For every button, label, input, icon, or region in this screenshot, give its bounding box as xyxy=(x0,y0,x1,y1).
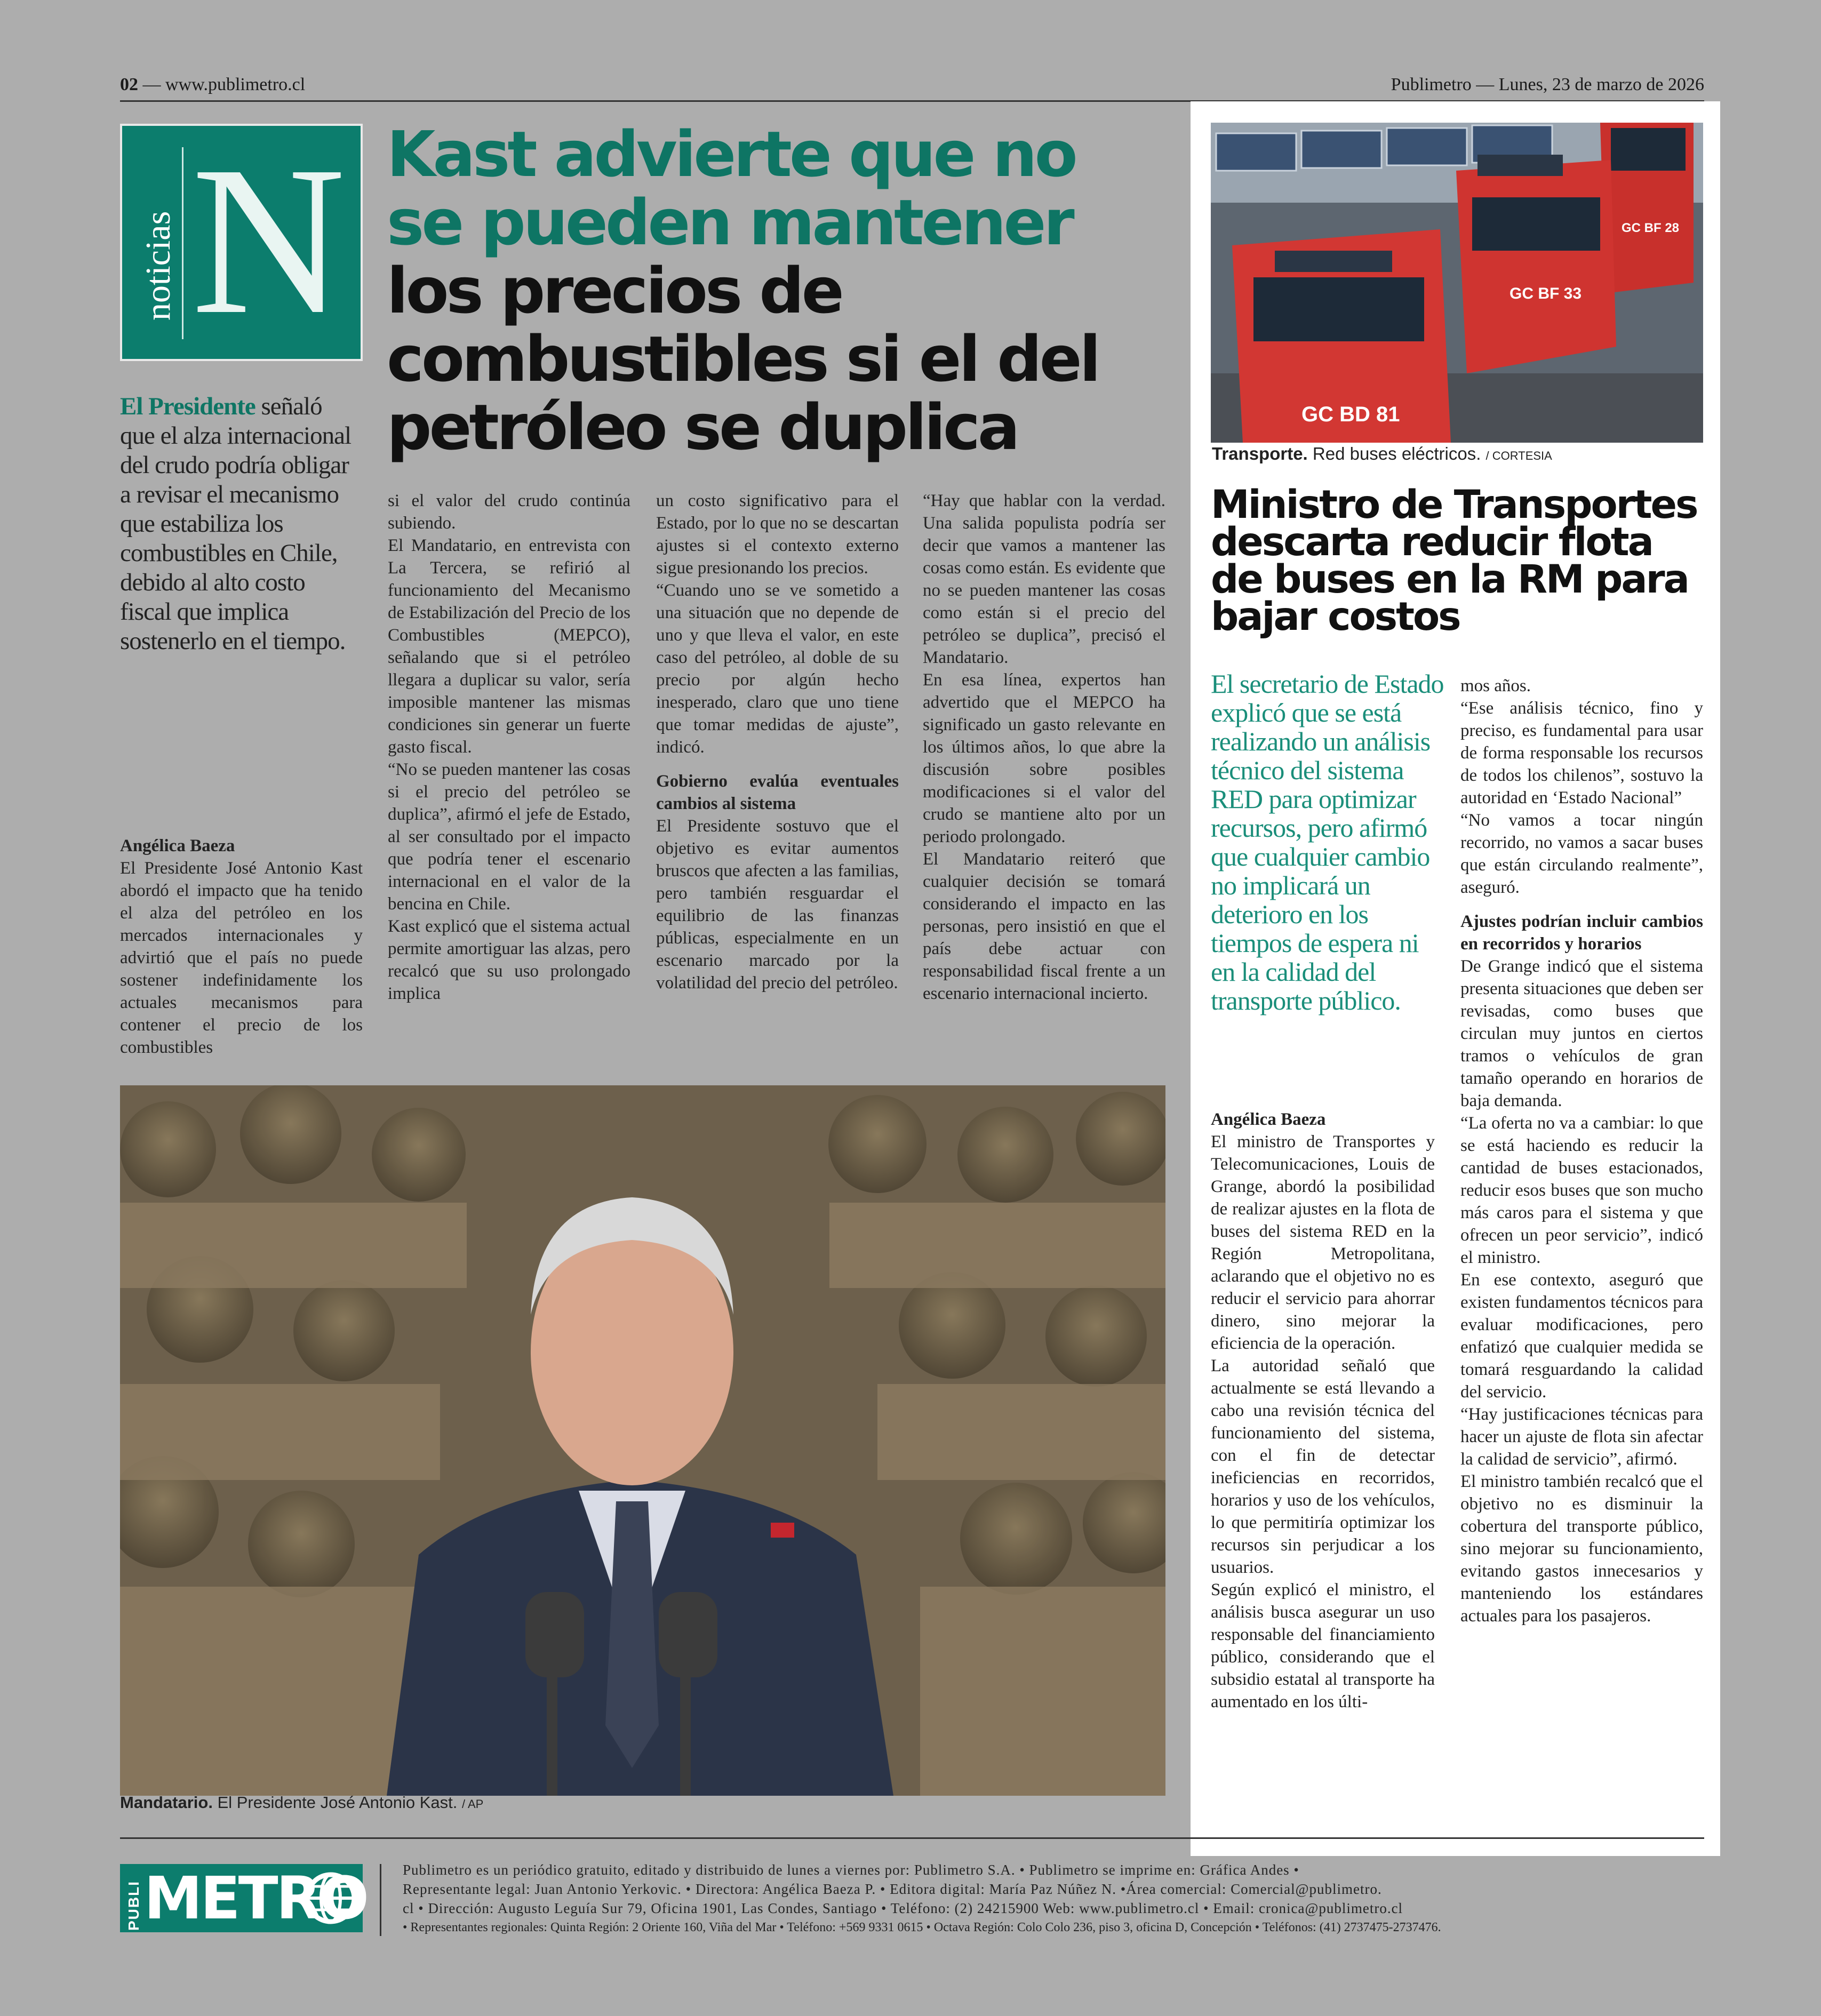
bus-photo xyxy=(1211,123,1703,443)
side-col2-p2: “Ese análisis técnico, fino y preciso, es fundamental para usar de forma responsable los recursos de todos los chilenos”, sostuvo la autoridad en ‘Estado Nacional” xyxy=(1460,699,1703,807)
publication-name: Publimetro xyxy=(1391,75,1472,94)
bus-label-3: GC BF 28 xyxy=(1622,221,1680,235)
main-column-2 xyxy=(388,490,630,1005)
side-author: Angélica Baeza xyxy=(1211,1110,1326,1129)
headline-line-4: combustibles si el del xyxy=(387,322,1099,396)
headline-line-3: los precios de xyxy=(387,254,842,327)
side-col1-p1: El ministro de Transportes y Telecomunicaciones, Louis de Grange, abordó la posibilidad de realizar ajustes en la flota de buses del sistema RED en la Región Metropolitana, aclarando que el objetivo no es reducir el servicio para ahorrar dinero, sino mejorar la eficiencia de la operación. xyxy=(1211,1132,1435,1353)
main-col2-p1: si el valor del crudo continúa subiendo. xyxy=(388,491,630,533)
bus-caption-lead: Transporte. xyxy=(1212,444,1308,463)
page-header xyxy=(120,75,1704,102)
section-badge xyxy=(120,124,363,361)
globe-icon xyxy=(304,1871,357,1925)
main-col2-p2: El Mandatario, en entrevista con La Tercera, se refirió al funcionamiento del Mecanismo de Estabilización del Precio de los Combustibles (MEPCO), señalando que si el petróleo llegara a duplicar su valor, sería imposible mantener las mismas condiciones sin generar un fuerte gasto fiscal. xyxy=(388,536,630,757)
main-col3-p2: “Cuando uno se ve sometido a una situación que no depende de uno y que lleva el valor, en este caso del petróleo, al doble de su precio por algún hecho inesperado, claro que uno tiene que tomar medidas de ajuste”, indicó. xyxy=(656,581,899,757)
section-label: noticias xyxy=(139,211,178,321)
main-caption-text: El Presidente José Antonio Kast. xyxy=(212,1793,458,1812)
side-col1-p2: La autoridad señaló que actualmente se está llevando a cabo una revisión técnica del funcionamiento del sistema, con el fin de detectar ineficiencias en recorridos, horarios y uso de los vehículos, lo que permitiría optimizar los recursos sin perjudicar a los usuarios. xyxy=(1211,1356,1435,1577)
footer-line-1: Publimetro es un periódico gratuito, editado y distribuido de lunes a viernes por: Publimetro S.A. • Publimetro se imprime en: Gráfica Andes • xyxy=(403,1862,1299,1878)
footer-credits xyxy=(403,1860,1704,1937)
main-col3-p1: un costo significativo para el Estado, por lo que no se descartan ajustes si el contexto externo sigue presionando los precios. xyxy=(656,491,899,578)
main-subheading: Gobierno evalúa eventuales cambios al sistema xyxy=(656,772,899,813)
logo-metro: METRO xyxy=(144,1864,367,1932)
side-column-2 xyxy=(1460,675,1703,1627)
side-col2-p8: El ministro también recalcó que el objetivo no es disminuir la cobertura del transporte público, sino mejorar su funcionamiento, evitando gastos innecesarios y manteniendo los estándares actuales para los pasajeros. xyxy=(1460,1472,1703,1626)
main-column-4 xyxy=(923,490,1165,1005)
side-subheading: Ajustes podrían incluir cambios en recorridos y horarios xyxy=(1460,912,1703,954)
side-col2-p5: “La oferta no va a cambiar: lo que se está haciendo es reducir la cantidad de buses estacionados, reducir esos buses que son mucho más caros para el sistema y que ofrecen un peor servicio”, indicó el ministro. xyxy=(1460,1114,1703,1267)
page-number: 02 xyxy=(120,75,138,94)
footer-separator xyxy=(380,1864,381,1936)
page-header-left xyxy=(120,75,305,95)
main-col3-p3: El Presidente sostuvo que el objetivo es evitar aumentos bruscos que afecten a las familias, pero también resguardar el equilibrio de las finanzas públicas, especialmente en un escenario marcado por la volatilidad del precio del petróleo. xyxy=(656,817,899,993)
president-photo-illustration xyxy=(120,1085,1165,1796)
main-col2-p4: Kast explicó que el sistema actual permite amortiguar las alzas, pero recalcó que su uso prolongado implica xyxy=(388,917,630,1003)
side-col1-p3: Según explicó el ministro, el análisis busca asegurar un uso responsable del financiamiento público, considerando que el subsidio estatal al transporte ha aumentado en los últi- xyxy=(1211,1580,1435,1711)
logo-publi: PUBLI xyxy=(125,1881,142,1931)
main-photo-caption xyxy=(120,1793,1165,1812)
side-col2-p7: “Hay justificaciones técnicas para hacer un ajuste de flota sin afectar la calidad de servicio”, afirmó. xyxy=(1460,1405,1703,1469)
main-col4-p1: “Hay que hablar con la verdad. Una salida populista podría ser decir que vamos a mantener las cosas como están. Es evidente que no se pueden mantener las cosas como están si el precio del petróleo se duplica”, precisó el Mandatario. xyxy=(923,491,1165,667)
bus-photo-caption xyxy=(1212,444,1703,464)
section-letter: N xyxy=(191,122,346,358)
main-col4-p3: El Mandatario reiteró que cualquier decisión se tomará considerando el impacto en las personas, pero insistió en que el país debe actuar con responsabilidad fiscal frente a un escenario internacional incierto. xyxy=(923,850,1165,1003)
headline-line-2: se pueden mantener xyxy=(387,186,1072,259)
side-col2-p4: De Grange indicó que el sistema presenta situaciones que deben ser revisadas, como buses que circulan muy juntos en ciertos tramos o vehículos de gran tamaño operando en horarios de baja demanda. xyxy=(1460,957,1703,1110)
side-headline: Ministro de Transportes descarta reducir flota de buses en la RM para bajar costos xyxy=(1211,482,1697,639)
issue-date: — Lunes, 23 de marzo de 2026 xyxy=(1476,75,1704,94)
section-divider xyxy=(182,147,183,339)
bus-photo-illustration xyxy=(1211,123,1703,443)
main-caption-lead: Mandatario. xyxy=(120,1793,213,1812)
side-lede: El secretario de Estado explicó que se está realizando un análisis técnico del sistema RED para optimizar recursos, pero afirmó que cualquier cambio no implicará un deterioro en los tiempos de espera ni en la calidad del transporte público. xyxy=(1211,669,1444,1015)
bus-caption-text: Red buses eléctricos. xyxy=(1307,444,1481,463)
main-headline xyxy=(387,117,1176,464)
main-column-1 xyxy=(120,835,363,1059)
footer-line-3: cl • Dirección: Augusto Leguía Sur 79, Oficina 1901, Las Condes, Santiago • Teléfono: (2) 24215900 Web: www.publimetro.cl • Email: cronica@publimetro.cl xyxy=(403,1900,1403,1916)
lede-lead: El Presidente xyxy=(120,393,255,420)
bus-photo-credit: / CORTESIA xyxy=(1485,449,1552,462)
headline-line-1: Kast advierte que no xyxy=(387,117,1075,191)
side-column-1 xyxy=(1211,1108,1435,1713)
side-col2-p3: “No vamos a tocar ningún recorrido, no vamos a sacar buses que están circulando realmente”, aseguró. xyxy=(1460,811,1703,897)
headline-line-5: petróleo se duplica xyxy=(387,390,1018,464)
main-lede xyxy=(120,392,355,656)
page-header-right xyxy=(1391,75,1704,95)
site-url[interactable]: — www.publimetro.cl xyxy=(142,75,306,94)
main-col4-p2: En esa línea, expertos han advertido que el MEPCO ha significado un gasto relevante en los últimos años, lo que abre la discusión sobre posibles modificaciones si el valor del crudo se mantiene alto por un periodo prolongado. xyxy=(923,670,1165,846)
bus-label-2: GC BF 33 xyxy=(1509,285,1582,302)
main-photo-credit: / AP xyxy=(461,1797,484,1811)
main-col2-p3: “No se pueden mantener las cosas si el precio del petróleo se duplica”, afirmó el jefe de Estado, al ser consultado por el impacto que podría tener el escenario internacional en el valor de la bencina en Chile. xyxy=(388,760,630,914)
side-col2-p1: mos años. xyxy=(1460,676,1531,695)
main-col1-p1: El Presidente José Antonio Kast abordó el impacto que ha tenido el alza del petróleo en los mercados internacionales y advirtió que el país no puede sostener indefinidamente los actuales mecanismos para contener el precio de los combustibles xyxy=(120,859,363,1057)
bus-label-1: GC BD 81 xyxy=(1301,403,1400,426)
metro-logo xyxy=(120,1864,367,1932)
main-author: Angélica Baeza xyxy=(120,836,235,855)
side-col2-p6: En ese contexto, aseguró que existen fundamentos técnicos para evaluar modificaciones, pero enfatizó que cualquier medida se tomará resguardando la calidad del servicio. xyxy=(1460,1270,1703,1402)
main-photo xyxy=(120,1085,1165,1796)
lede-text: señaló que el alza internacional del crudo podría obligar a revisar el mecanismo que estabiliza los combustibles en Chile, debido al alto costo fiscal que implica sostenerlo en el tiempo. xyxy=(120,393,351,655)
footer-line-4: • Representantes regionales: Quinta Región: 2 Oriente 160, Viña del Mar • Teléfono: +569 9331 0615 • Octava Región: Colo Colo 236, piso 3, oficina D, Concepción • Teléfonos: (41) 2737475-2737476. xyxy=(403,1921,1441,1934)
footer-line-2: Representante legal: Juan Antonio Yerkovic. • Directora: Angélica Baeza P. • Editora digital: María Paz Núñez N. •Área comercial: Comercial@publimetro. xyxy=(403,1881,1382,1897)
footer-rule xyxy=(120,1837,1704,1839)
main-column-3 xyxy=(656,490,899,994)
